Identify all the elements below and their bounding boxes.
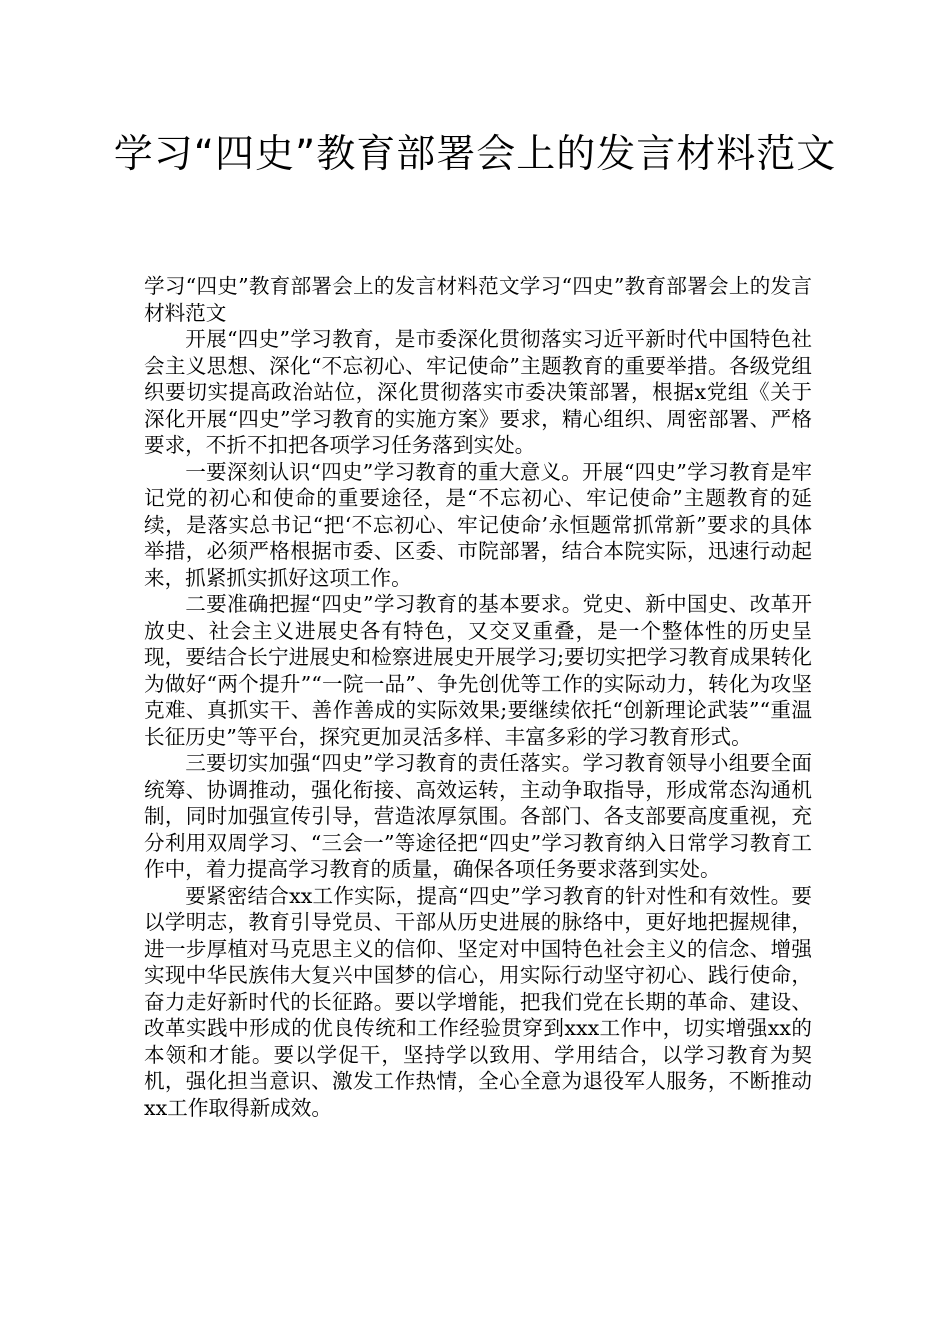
document-body bbox=[144, 273, 812, 1121]
body-paragraph: 三要切实加强“四史”学习教育的责任落实。学习教育领导小组要全面统筹、协调推动，强化衔接、高效运转，主动争取指导，形成常态沟通机制，同时加强宣传引导，营造浓厚氛围。各部门、各支部要高度重视，充分利用双周学习、“三会一”等途径把“四史”学习教育纳入日常学习教育工作中，着力提高学习教育的质量，确保各项任务要求落到实处。 bbox=[144, 751, 812, 881]
document-title: 学习“四史”教育部署会上的发言材料范文 bbox=[113, 132, 837, 177]
body-paragraph: 要紧密结合xx工作实际，提高“四史”学习教育的针对性和有效性。要以学明志，教育引导党员、干部从历史进展的脉络中，更好地把握规律，进一步厚植对马克思主义的信仰、坚定对中国特色社会主义的信念、增强实现中华民族伟大复兴中国梦的信心，用实际行动坚守初心、践行使命，奋力走好新时代的长征路。要以学增能，把我们党在长期的革命、建设、改革实践中形成的优良传统和工作经验贯穿到xxx工作中，切实增强xx的本领和才能。要以学促干，坚持学以致用、学用结合，以学习教育为契机，强化担当意识、激发工作热情，全心全意为退役军人服务，不断推动xx工作取得新成效。 bbox=[144, 883, 812, 1120]
body-paragraph: 一要深刻认识“四史”学习教育的重大意义。开展“四史”学习教育是牢记党的初心和使命的重要途径，是“不忘初心、牢记使命”主题教育的延续，是落实总书记“把‘不忘初心、牢记使命’永恒题常抓常新”要求的具体举措，必须严格根据市委、区委、市院部署，结合本院实际，迅速行动起来，抓紧抓实抓好这项工作。 bbox=[144, 459, 812, 590]
body-paragraph: 二要准确把握“四史”学习教育的基本要求。党史、新中国史、改革开放史、社会主义进展史各有特色，又交叉重叠，是一个整体性的历史呈现，要结合长宁进展史和检察进展史开展学习;要切实把学习教育成果转化为做好“两个提升”“一院一品”、争先创优等工作的实际动力，转化为攻坚克难、真抓实干、善作善成的实际效果;要继续依托“创新理论武装”“重温长征历史”等平台，探究更加灵活多样、丰富多彩的学习教育形式。 bbox=[144, 592, 812, 749]
body-paragraph-intro: 学习“四史”教育部署会上的发言材料范文学习“四史”教育部署会上的发言材料范文 bbox=[144, 274, 812, 325]
body-paragraph: 开展“四史”学习教育，是市委深化贯彻落实习近平新时代中国特色社会主义思想、深化“不忘初心、牢记使命”主题教育的重要举措。各级党组织要切实提高政治站位，深化贯彻落实市委决策部署，根据x党组《关于深化开展“四史”学习教育的实施方案》要求，精心组织、周密部署、严格要求，不折不扣把各项学习任务落到实处。 bbox=[144, 327, 812, 457]
